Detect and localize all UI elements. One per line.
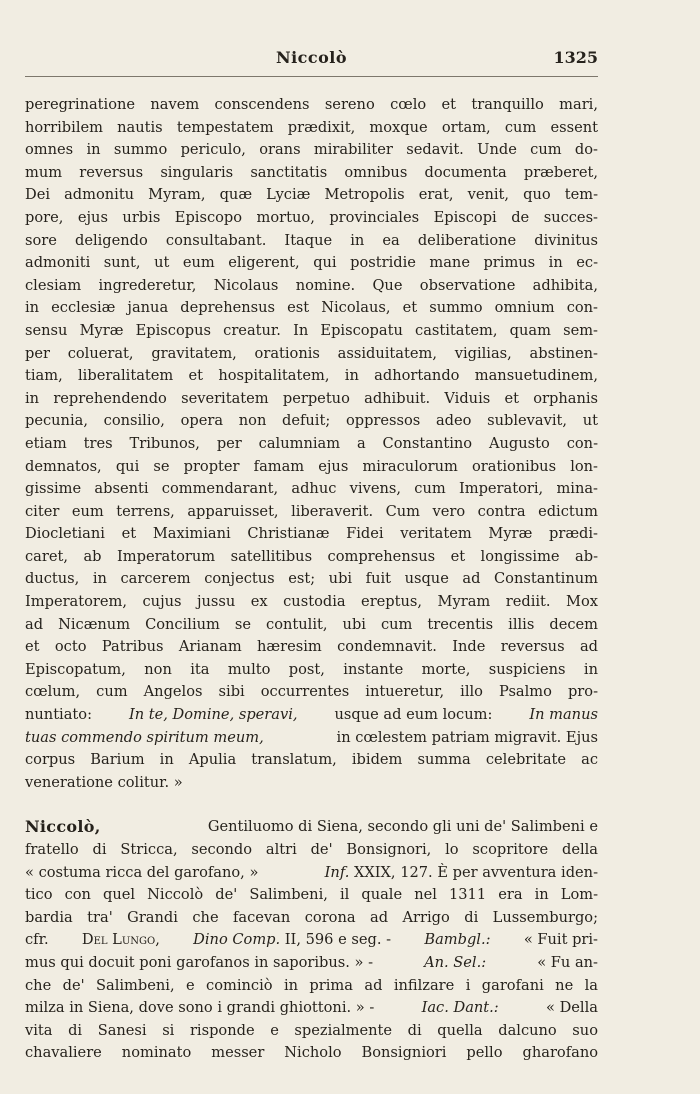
text-line: Niccolò, Gentiluomo di Siena, secondo gli uni de' Salimbeni e xyxy=(25,816,598,839)
text-line: in reprehendendo severitatem perpetuo adhibuit. Viduis et orphanis xyxy=(25,389,598,407)
text-line: et octo Patribus Arianam hæresim condemnavit. Inde reversus ad xyxy=(25,638,598,656)
text-line: per coluerat, gravitatem, orationis assiduitatem, vigilias, abstinen- xyxy=(25,344,598,362)
psalm-quote: tuas commendo spiritum meum, xyxy=(25,728,264,746)
text-line: tuas commendo spiritum meum, in cœlestem patriam migravit. Ejus xyxy=(25,727,598,750)
psalm-quote: In manus xyxy=(529,706,598,724)
page-body xyxy=(25,94,598,1065)
text-line: tiam, liberalitatem et hospitalitatem, in adhortando mansuetudinem, xyxy=(25,367,598,385)
text-line: Episcopatum, non ita multo post, instante morte, suspiciens in xyxy=(25,660,598,678)
page-header xyxy=(25,48,598,72)
entry-niccolo xyxy=(25,816,598,1065)
header-rule xyxy=(25,76,598,77)
text-line: tico con quel Niccolò de' Salimbeni, il quale nel 1311 era in Lom- xyxy=(25,886,598,904)
text-line: gissime absenti commendarant, adhuc vivens, cum Imperatori, mina- xyxy=(25,480,598,498)
author-name: Del Lungo, xyxy=(81,931,160,949)
text-line: milza in Siena, dove sono i grandi ghiottoni. » - Iac. Dant.: « Della xyxy=(25,999,598,1017)
entry-nicolaus-text xyxy=(25,94,598,704)
citation-inferno: Inf. xyxy=(324,863,350,881)
text-line: demnatos, qui se propter famam ejus miraculorum orationibus lon- xyxy=(25,457,598,475)
text-line: fratello di Stricca, secondo altri de' Bonsignori, lo scopritore della xyxy=(25,841,598,858)
text-line: vita di Sanesi si risponde e spezialmente di quella dalcuno suo xyxy=(25,1021,598,1039)
text-line: cœlum, cum Angelos sibi occurrentes intueretur, illo Psalmo pro- xyxy=(25,683,598,701)
text-line: caret, ab Imperatorum satellitibus comprehensus et longissime ab- xyxy=(25,547,598,565)
text-line: in ecclesiæ janua deprehensus est Nicolaus, et summo omnium con- xyxy=(25,299,598,317)
text-line: sore deligendo consultabant. Itaque in ea deliberatione divinitus xyxy=(25,231,598,249)
text-line: cfr. Del Lungo, Dino Comp. II, 596 e seg. - Bambgl.: « Fuit pri- xyxy=(25,929,598,952)
text-line: nuntiato: In te, Domine, speravi, usque ad eum locum: In manus xyxy=(25,704,598,727)
text-line: clesiam ingrederetur, Nicolaus nomine. Que observatione adhibita, xyxy=(25,276,598,294)
text-line: corpus Barium in Apulia translatum, ibidem summa celebritate ac xyxy=(25,751,598,769)
text-line: bardia tra' Grandi che facevan corona ad Arrigo di Lussemburgo; xyxy=(25,908,598,926)
text-line: horribilem nautis tempestatem prædixit, moxque ortam, cum essent xyxy=(25,118,598,136)
text-line: sensu Myræ Episcopus creatur. In Episcopatu castitatem, quam sem- xyxy=(25,321,598,339)
running-title: Niccolò xyxy=(275,48,348,67)
text-line: Dei admonitu Myram, quæ Lyciæ Metropolis erat, venit, quo tem- xyxy=(25,186,598,204)
text-line: pore, ejus urbis Episcopo mortuo, provinciales Episcopi de succes- xyxy=(25,208,598,226)
text-line: citer eum terrens, apparuisset, liberaverit. Cum vero contra edictum xyxy=(25,502,598,520)
text-line: chavaliere nominato messer Nicholo Bonsigniori pello gharofano xyxy=(25,1044,598,1062)
text-line: pecunia, consilio, opera non defuit; oppressos adeo sublevavit, ut xyxy=(25,412,598,430)
page-number: 1325 xyxy=(553,48,598,67)
text-line: « costuma ricca del garofano, » Inf. XXIX, 127. È per avventura iden- xyxy=(25,863,598,881)
psalm-quote: In te, Domine, speravi, xyxy=(128,706,298,724)
text-line: ad Nicænum Concilium se contulit, ubi cum trecentis illis decem xyxy=(25,615,598,633)
text-line: omnes in summo periculo, orans mirabiliter sedavit. Unde cum do- xyxy=(25,141,598,159)
text-line: admoniti sunt, ut eum eligerent, qui postridie mane primus in ec- xyxy=(25,254,598,272)
text-line: etiam tres Tribunos, per calumniam a Constantino Augusto con- xyxy=(25,434,598,452)
text-line: peregrinatione navem conscendens sereno cœlo et tranquillo mari, xyxy=(25,96,598,113)
text-line: mus qui docuit poni garofanos in saporibus. » - An. Sel.: « Fu an- xyxy=(25,953,598,971)
text-line: Diocletiani et Maximiani Christianæ Fidei veritatem Myræ prædi- xyxy=(25,525,598,543)
text-line: veneratione colitur. » xyxy=(25,773,183,791)
headword: Niccolò, xyxy=(25,817,101,837)
text-line: mum reversus singularis sanctitatis omnibus documenta præberet, xyxy=(25,163,598,181)
text-line: che de' Salimbeni, e cominciò in prima ad infilzare i garofani ne la xyxy=(25,976,598,994)
text-line: ductus, in carcerem conjectus est; ubi fuit usque ad Constantinum xyxy=(25,570,598,588)
text-line: Imperatorem, cujus jussu ex custodia ereptus, Myram rediit. Mox xyxy=(25,593,598,611)
